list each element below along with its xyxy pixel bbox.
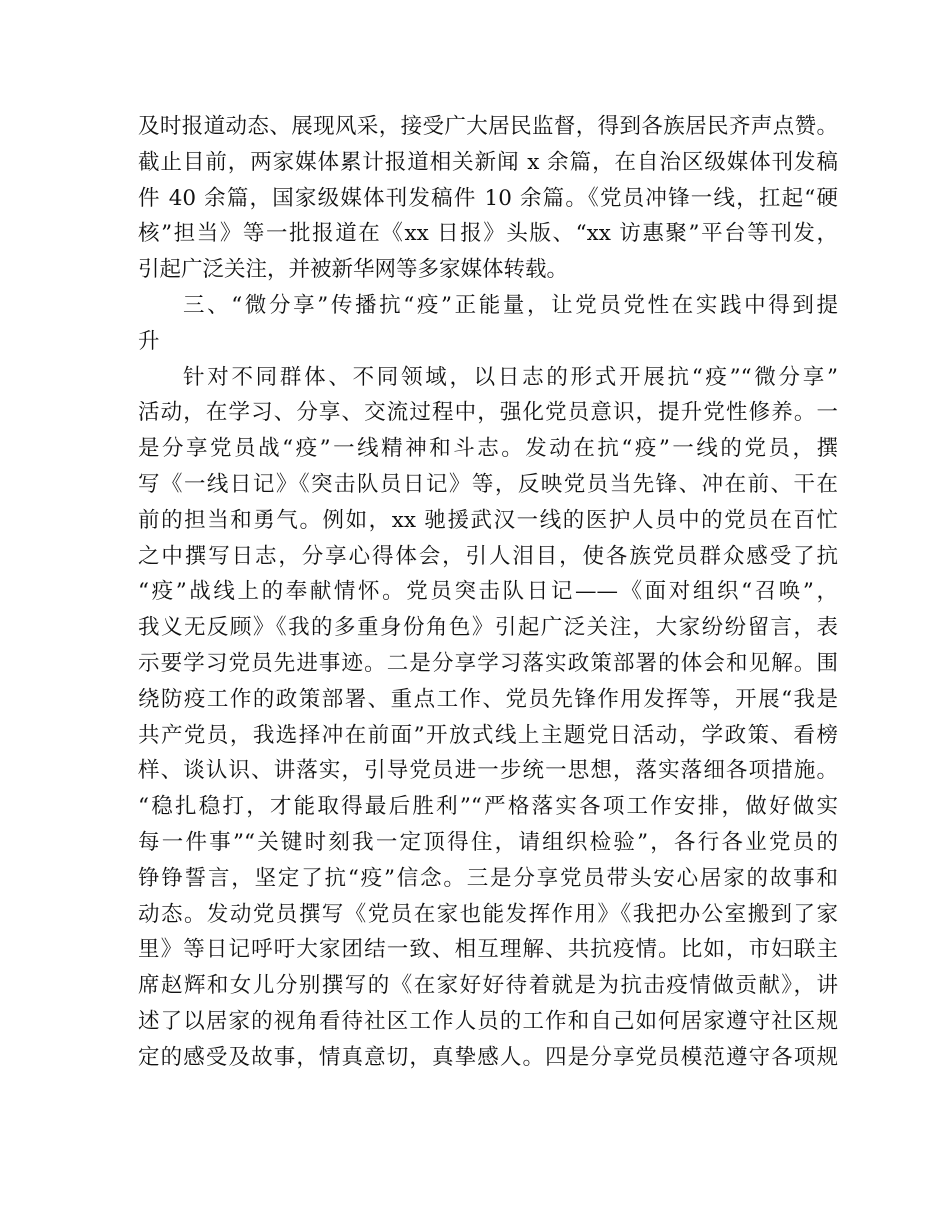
text-line: 件 40 余篇，国家级媒体刊发稿件 10 余篇。《党员冲锋一线，扛起“硬 xyxy=(138,185,838,211)
text-line: 样、谈认识、讲落实，引导党员进一步统一思想，落实落细各项措施。 xyxy=(138,758,838,784)
text-line: 截止目前，两家媒体累计报道相关新闻 x 余篇，在自治区级媒体刊发稿 xyxy=(138,149,838,175)
text-line: 我义无反顾》《我的多重身份角色》引起广泛关注，大家纷纷留言，表 xyxy=(138,615,838,641)
text-line: 共产党员，我选择冲在前面”开放式线上主题党日活动，学政策、看榜 xyxy=(138,722,838,748)
text-line: 引起广泛关注，并被新华网等多家媒体转载。 xyxy=(138,257,569,283)
text-line: 是分享党员战“疫”一线精神和斗志。发动在抗“疫”一线的党员，撰 xyxy=(138,436,838,462)
document-body xyxy=(138,109,838,1076)
text-line: 里》等日记呼吁大家团结一致、相互理解、共抗疫情。比如，市妇联主 xyxy=(138,937,838,963)
section-heading-line: 三、“微分享”传播抗“疫”正能量，让党员党性在实践中得到提 xyxy=(183,292,838,318)
text-line: 述了以居家的视角看待社区工作人员的工作和自己如何居家遵守社区规 xyxy=(138,1008,838,1034)
text-line: 定的感受及故事，情真意切，真挚感人。四是分享党员模范遵守各项规 xyxy=(138,1044,838,1070)
text-line: 写《一线日记》《突击队员日记》等，反映党员当先锋、冲在前、干在 xyxy=(138,471,838,497)
text-line: 针对不同群体、不同领域，以日志的形式开展抗“疫”“微分享” xyxy=(183,364,838,390)
text-line: 绕防疫工作的政策部署、重点工作、党员先锋作用发挥等，开展“我是 xyxy=(138,686,838,712)
text-line: 及时报道动态、展现风采，接受广大居民监督，得到各族居民齐声点赞。 xyxy=(138,114,838,139)
text-line: 示要学习党员先进事迹。二是分享学习落实政策部署的体会和见解。围 xyxy=(138,650,838,676)
text-line: “疫”战线上的奉献情怀。党员突击队日记——《面对组织“召唤”， xyxy=(138,579,838,605)
text-line: 活动，在学习、分享、交流过程中，强化党员意识，提升党性修养。一 xyxy=(138,400,838,426)
text-line: 之中撰写日志，分享心得体会，引人泪目，使各族党员群众感受了抗 xyxy=(138,543,838,569)
text-line: 席赵辉和女儿分别撰写的《在家好好待着就是为抗击疫情做贡献》，讲 xyxy=(138,973,838,999)
text-line: “稳扎稳打，才能取得最后胜利”“严格落实各项工作安排，做好做实 xyxy=(138,794,838,820)
section-heading-line: 升 xyxy=(138,328,160,354)
text-line: 动态。发动党员撰写《党员在家也能发挥作用》《我把办公室搬到了家 xyxy=(138,901,838,927)
text-line: 每一件事”“关键时刻我一定顶得住，请组织检验”，各行各业党员的 xyxy=(138,829,838,855)
text-line: 前的担当和勇气。例如，xx 驰援武汉一线的医护人员中的党员在百忙 xyxy=(138,507,838,533)
text-line: 核”担当》等一批报道在《xx 日报》头版、“xx 访惠聚”平台等刊发， xyxy=(138,221,838,247)
text-line: 铮铮誓言，坚定了抗“疫”信念。三是分享党员带头安心居家的故事和 xyxy=(138,865,838,891)
